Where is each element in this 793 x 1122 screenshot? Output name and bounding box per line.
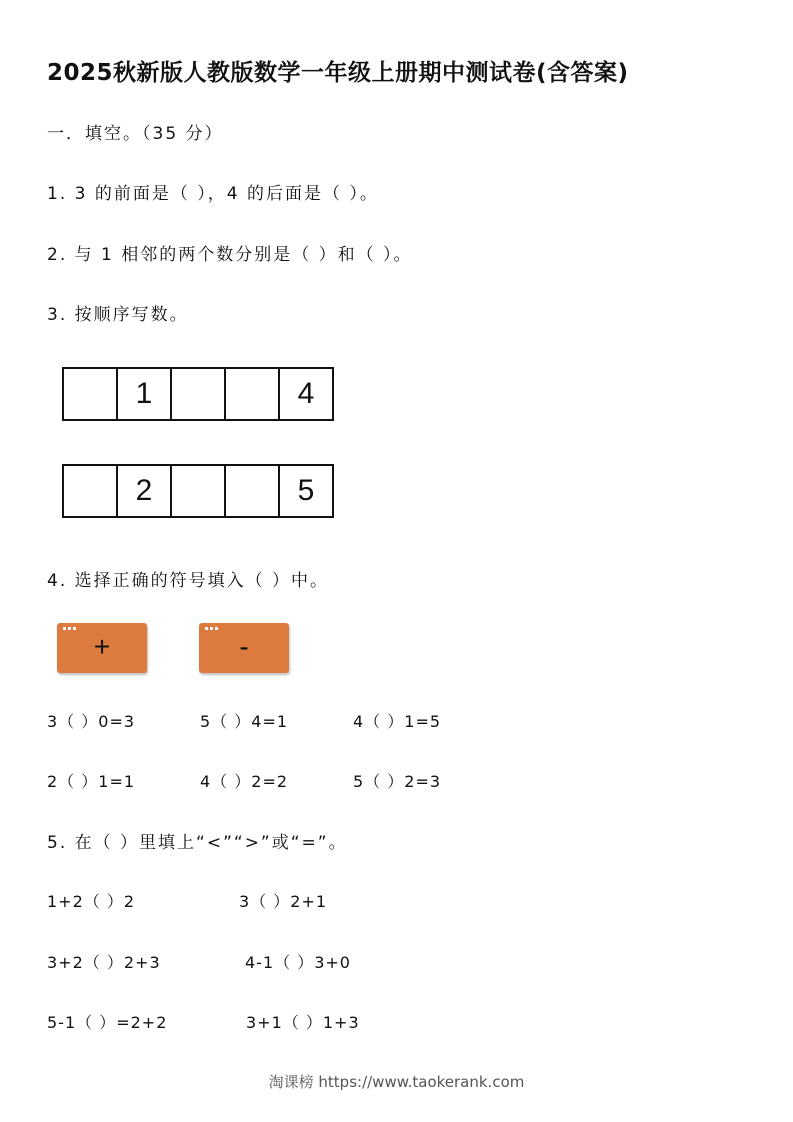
question-1: 1. 3 的前面是（ ），4 的后面是（ ）。 <box>47 184 379 204</box>
question-2: 2. 与 1 相邻的两个数分别是（ ）和（ ）。 <box>47 245 413 265</box>
equation: 5（ ）2=3 <box>353 772 442 791</box>
comparison: 3+2（ ）2+3 <box>47 953 161 972</box>
page-title: 2025秋新版人教版数学一年级上册期中测试卷(含答案) <box>47 60 629 86</box>
card-dots-icon <box>205 627 218 630</box>
section-heading: 一．填空。（35 分） <box>47 124 224 144</box>
grid-cell: 4 <box>297 377 315 410</box>
grid-cell <box>64 369 118 419</box>
grid-cell <box>172 466 226 516</box>
comparison: 4-1（ ）3+0 <box>245 953 351 972</box>
question-5: 5. 在（ ）里填上“<”“>”或“=”。 <box>47 833 348 853</box>
question-3: 3. 按顺序写数。 <box>47 305 189 325</box>
number-sequence-grid-1 <box>62 367 334 421</box>
equation: 4（ ）2=2 <box>200 772 289 791</box>
number-sequence-grid-2 <box>62 464 334 518</box>
grid-cell <box>172 369 226 419</box>
grid-cell <box>226 369 280 419</box>
comparison: 3（ ）2+1 <box>239 892 328 911</box>
minus-symbol-card <box>199 623 289 673</box>
grid-cell <box>226 466 280 516</box>
equation: 3（ ）0=3 <box>47 712 136 731</box>
grid-cell: 5 <box>297 474 315 507</box>
grid-cell: 2 <box>118 466 172 516</box>
equation: 2（ ）1=1 <box>47 772 136 791</box>
grid-cell <box>64 466 118 516</box>
footer-watermark: 淘课榜 https://www.taokerank.com <box>268 1073 525 1091</box>
comparison: 1+2（ ）2 <box>47 892 136 911</box>
plus-symbol: + <box>93 631 111 662</box>
plus-symbol-card <box>57 623 147 673</box>
equation: 4（ ）1=5 <box>353 712 442 731</box>
minus-symbol: - <box>239 631 249 662</box>
question-4: 4. 选择正确的符号填入（ ）中。 <box>47 571 330 591</box>
equation: 5（ ）4=1 <box>200 712 289 731</box>
card-dots-icon <box>63 627 76 630</box>
grid-cell: 1 <box>118 369 172 419</box>
comparison: 3+1（ ）1+3 <box>246 1013 360 1032</box>
comparison: 5-1（ ）=2+2 <box>47 1013 168 1032</box>
